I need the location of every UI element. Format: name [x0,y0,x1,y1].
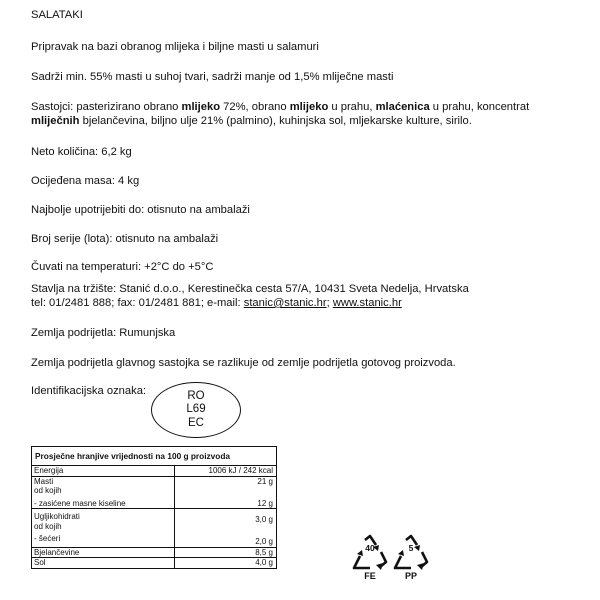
carbs-value: 3,0 g [255,515,273,524]
salt-label: Sol [32,558,175,569]
table-row [32,547,277,558]
ingredients-line-1 [31,100,529,114]
recycling-number: 40 [365,543,375,553]
best-before: Najbolje upotrijebiti do: otisnuto na ambalaži [31,204,250,216]
fat-values-cell [175,476,277,509]
recycling-triangle-icon [391,534,431,572]
storage-temperature: Čuvati na temperaturi: +2°C do +5°C [31,261,214,273]
ingredients-text: u prahu, [328,101,376,113]
table-row [32,476,277,509]
website-link[interactable]: www.stanic.hr [332,297,402,309]
origin-country: Zemlja podrijetla: Rumunjska [31,327,176,339]
ingredients-label: Sastojci: [31,101,77,113]
recycling-material: PP [404,571,417,581]
ingredients-text: 72%, obrano [220,101,290,113]
recycling-triangle-icon [350,534,390,572]
distributor-contact [31,296,402,310]
salt-value: 4,0 g [175,558,277,569]
ingredients-line-2 [31,114,472,128]
protein-value: 8,5 g [175,547,277,558]
recycling-code-pp [391,534,431,586]
table-row [32,466,277,477]
product-name: SALATAKI [31,9,83,21]
fat-cell [32,476,175,509]
identification-mark [151,382,241,438]
table-row [32,509,277,548]
email-link[interactable]: stanic@stanic.hr [243,297,327,309]
carbs-cell [32,509,175,548]
identification-ec: EC [188,416,204,429]
net-quantity: Neto količina: 6,2 kg [31,146,132,158]
energy-label: Energija [32,466,175,477]
fat-content: Sadrži min. 55% masti u suhoj tvari, sadrži manje od 1,5% mliječne masti [31,71,394,83]
recycling-code-fe [350,534,390,586]
allergen-buttermilk: mlaćenica [375,101,430,113]
protein-label: Bjelančevine [32,547,175,558]
saturated-label: - zasićene masne kiseline [34,498,126,508]
nutrition-header-row [32,447,277,466]
lot-number: Broj serije (lota): otisnuto na ambalaži [31,233,219,245]
sugars-label: - šećeri [34,534,61,543]
ingredients-text: u prahu, koncentrat [429,101,530,113]
of-which-label: od kojih [34,486,62,495]
recycling-material: FE [364,571,376,581]
origin-note: Zemlja podrijetla glavnog sastojka se razlikuje od zemlje podrijetla gotovog proizvoda. [31,357,456,369]
fat-label: Masti [34,476,54,486]
product-description: Pripravak na bazi obranog mlijeka i biljne masti u salamuri [31,41,319,53]
contact-phones: tel: 01/2481 888; fax: 01/2481 881; e-mail: [31,297,244,309]
recycling-number: 5 [408,543,414,553]
carbs-values-cell [175,509,277,548]
identification-country: RO [187,389,205,402]
nutrition-table [31,446,277,569]
fat-value: 21 g [257,476,273,486]
of-which-label: od kojih [34,521,62,531]
drained-mass: Ocijeđena masa: 4 kg [31,175,140,187]
ingredients-text: pasterizirano obrano [76,101,182,113]
allergen-milk: mlijeko [181,101,221,113]
energy-value: 1006 kJ / 242 kcal [175,466,277,477]
nutrition-header: Prosječne hranjive vrijednosti na 100 g proizvoda [32,447,277,466]
allergen-milk: mlijeko [289,101,329,113]
identification-approval: L69 [186,403,206,416]
contact-separator: ; [326,297,333,309]
table-row [32,558,277,569]
allergen-milk-proteins: mliječnih [31,115,80,127]
saturated-value: 12 g [257,498,273,508]
distributor-address: Stavlja na tržište: Stanić d.o.o., Kerestinečka cesta 57/A, 10431 Sveta Nedelja, Hrvatska [31,283,469,295]
sugars-value: 2,0 g [255,536,273,546]
ingredients-text: bjelančevina, biljno ulje 21% (palmino), kuhinjska sol, mljekarske kulture, sirilo. [79,115,472,127]
identification-label: Identifikacijska oznaka: [31,385,147,397]
carbs-label: Ugljikohidrati [34,512,80,521]
